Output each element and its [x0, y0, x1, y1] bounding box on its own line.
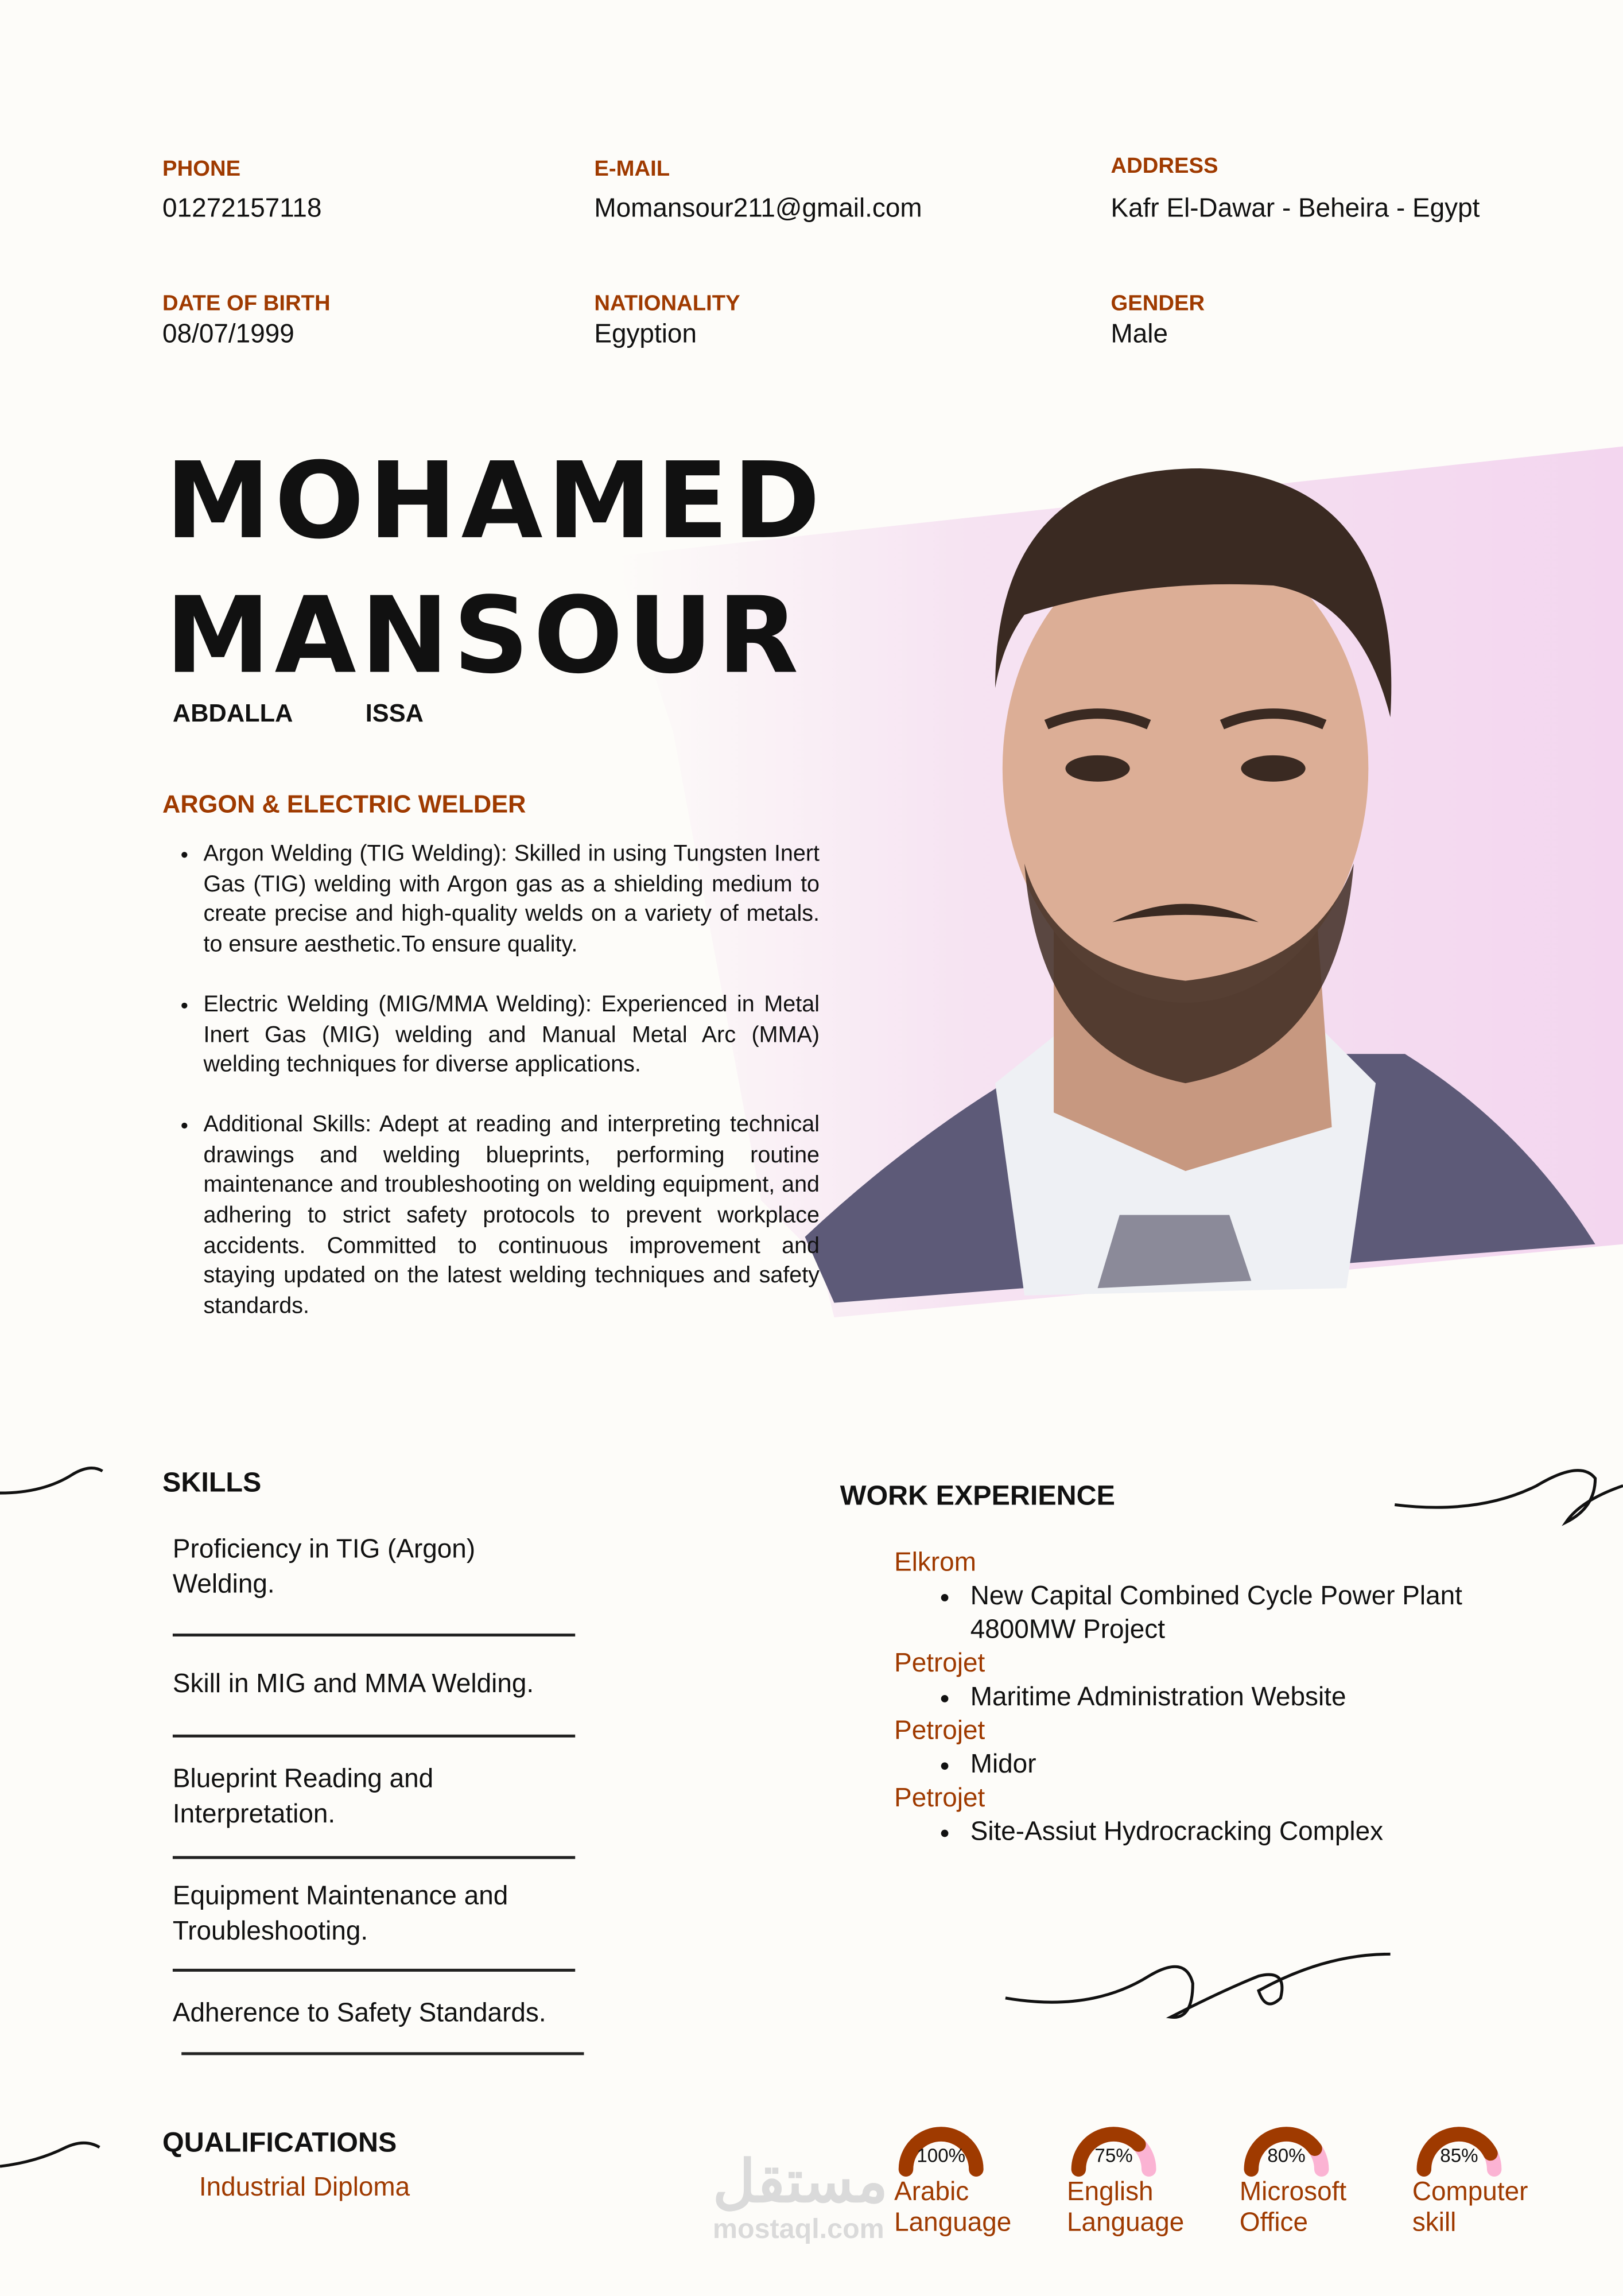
nationality-block — [594, 291, 740, 350]
gauge-label: skill — [1412, 2207, 1457, 2237]
gauge-office — [1240, 2126, 1415, 2240]
gender-block — [1111, 291, 1205, 350]
skill-item: Adherence to Safety Standards. — [172, 1998, 546, 2027]
divider — [173, 1634, 575, 1636]
middle-names: ABDALLA ISSA — [172, 699, 424, 728]
squiggle-decoration — [1391, 1456, 1623, 1530]
last-name: MANSOUR — [165, 573, 803, 697]
dob-block — [162, 291, 331, 350]
nationality-value: Egyption — [594, 319, 697, 348]
skill-item: Blueprint Reading and Interpretation. — [172, 1763, 434, 1829]
phone-value: 01272157118 — [162, 193, 322, 223]
email-label: E-MAIL — [594, 156, 670, 182]
phone-label: PHONE — [162, 156, 241, 182]
profile-bullets — [162, 840, 820, 1352]
gauge-label: Language — [894, 2207, 1012, 2237]
email-value: Momansour211@gmail.com — [594, 193, 922, 223]
project-item: New Capital Combined Cycle Power Plant 4800MW Project — [894, 1580, 1524, 1647]
gauge-arabic — [894, 2126, 1070, 2240]
qualification-item: Industrial Diploma — [199, 2172, 410, 2202]
squiggle-decoration — [0, 2130, 117, 2174]
gender-value: Male — [1111, 319, 1168, 348]
profile-bullet: • Electric Welding (MIG/MMA Welding): Experienced in Metal Inert Gas (MIG) welding and Manual Metal Arc (MMA) welding techniques for diverse applications. — [203, 991, 820, 1081]
project-item: Maritime Administration Website — [894, 1681, 1524, 1715]
company-name: Petrojet — [894, 1715, 985, 1745]
gauge-label: Computer — [1412, 2176, 1528, 2206]
gauge-percent: 100% — [917, 2144, 966, 2167]
squiggle-decoration — [0, 1456, 117, 1515]
divider — [173, 1856, 575, 1859]
dob-value: 08/07/1999 — [162, 319, 294, 348]
qualifications-heading: QUALIFICATIONS — [162, 2128, 397, 2159]
divider — [173, 1735, 575, 1737]
gender-label: GENDER — [1111, 291, 1205, 316]
watermark-latin: mostaql.com — [712, 2214, 884, 2245]
skill-item: Skill in MIG and MMA Welding. — [172, 1669, 534, 1698]
gauge-label: Language — [1067, 2207, 1185, 2237]
gauge-label: Microsoft — [1239, 2176, 1347, 2206]
dob-label: DATE OF BIRTH — [162, 291, 331, 316]
first-name: MOHAMED — [165, 439, 825, 563]
skill-item: Equipment Maintenance and Troubleshooting. — [172, 1880, 508, 1946]
project-item: Site-Assiut Hydrocracking Complex — [894, 1815, 1524, 1849]
divider — [173, 1969, 575, 1971]
project-item: Midor — [894, 1748, 1524, 1782]
profile-bullet: • Additional Skills: Adept at reading and interpreting technical drawings and welding blueprints, performing routine maintenance and troubleshooting on welding equipment, and adhering to strict safety protocols to prevent workplace accidents. Committed to continuous improvement and staying updated on the latest welding techniques and safety standards. — [203, 1111, 820, 1323]
job-title: ARGON & ELECTRIC WELDER — [162, 790, 526, 819]
skill-item: Proficiency in TIG (Argon) Welding. — [172, 1534, 476, 1599]
company-name: Petrojet — [894, 1783, 985, 1813]
watermark-arabic: مستقل — [712, 2150, 888, 2215]
experience-heading: WORK EXPERIENCE — [840, 1481, 1115, 1512]
address-value: Kafr El-Dawar - Beheira - Egypt — [1111, 193, 1480, 223]
gauge-label: Office — [1239, 2207, 1308, 2237]
experience-list — [894, 1546, 1524, 1849]
phone-block — [162, 157, 321, 224]
nationality-label: NATIONALITY — [594, 291, 740, 316]
address-block — [1111, 154, 1480, 224]
tie — [1098, 1215, 1252, 1289]
gauge-percent: 80% — [1267, 2144, 1306, 2167]
profile-bullet: • Argon Welding (TIG Welding): Skilled in using Tungsten Inert Gas (TIG) welding with Argon gas as a shielding medium to create precise and high-quality welds on a variety of metals. to ensure aesthetic.To ensure quality. — [203, 840, 820, 961]
gauge-label: English — [1067, 2176, 1154, 2206]
address-label: ADDRESS — [1111, 153, 1218, 179]
gauge-label: Arabic — [894, 2176, 969, 2206]
gauge-english — [1067, 2126, 1243, 2240]
company-name: Petrojet — [894, 1648, 985, 1678]
gauge-percent: 85% — [1440, 2144, 1478, 2167]
gauge-computer — [1412, 2126, 1588, 2240]
email-block — [594, 157, 922, 224]
company-name: Elkrom — [894, 1547, 976, 1577]
divider — [181, 2052, 584, 2054]
skills-heading: SKILLS — [162, 1468, 262, 1499]
gauge-percent: 75% — [1094, 2144, 1133, 2167]
squiggle-decoration — [1003, 1947, 1398, 2027]
